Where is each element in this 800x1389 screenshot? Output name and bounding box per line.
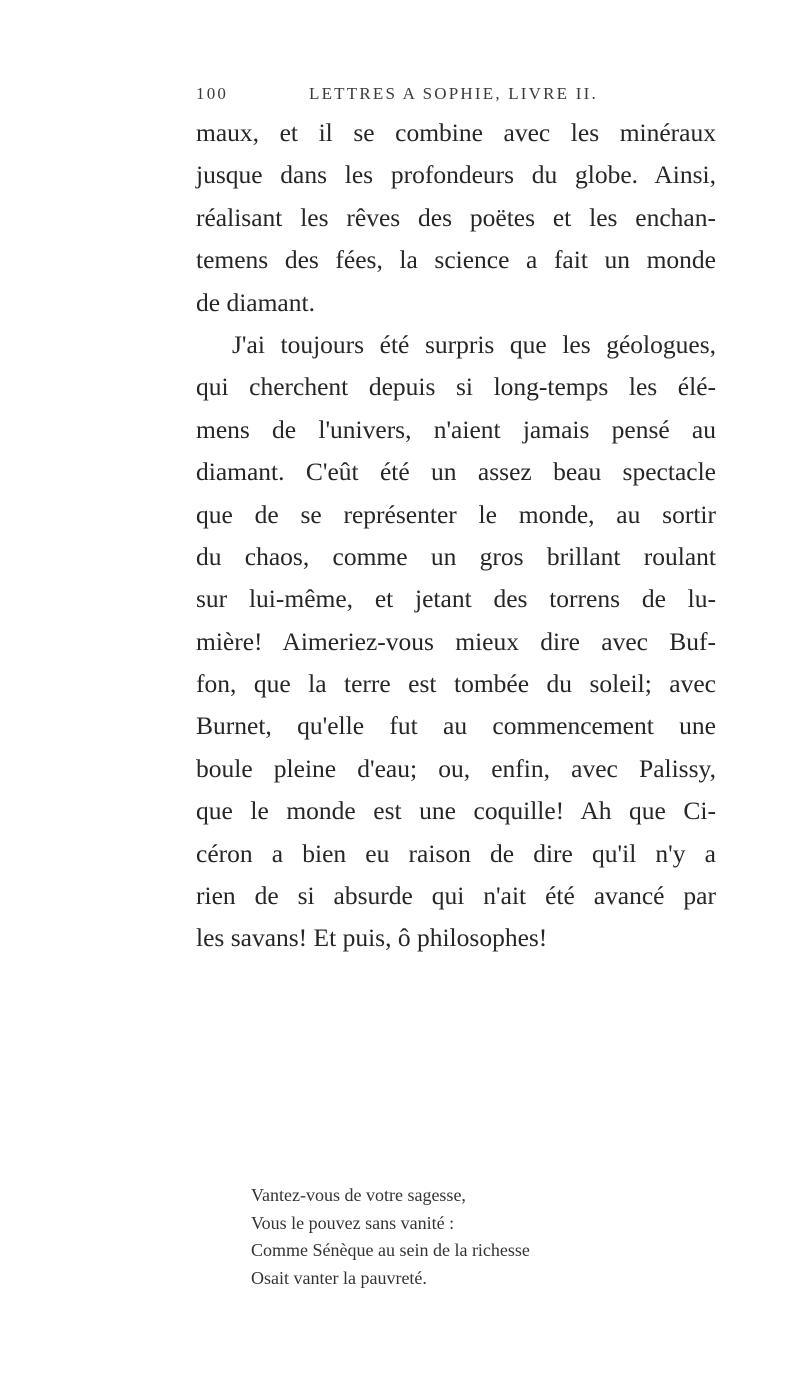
verse-line: Vous le pouvez sans vanité : [251,1212,455,1233]
verse-line: Osait vanter la pauvreté. [251,1267,427,1288]
text-line-paragraph-start: J'ai toujours été surpris que les géologues, [232,329,716,359]
text-line: que de se représenter le monde, au sortir [196,499,716,529]
verse-line: Comme Sénèque au sein de la richesse [251,1240,530,1260]
verse-line: Vantez-vous de votre sagesse, [251,1185,466,1205]
text-line: de diamant. [196,287,315,317]
running-title: LETTRES A SOPHIE, LIVRE II. [309,84,598,103]
text-line: maux, et il se combine avec les minéraux [196,118,716,147]
body-text [196,112,716,960]
text-line: céron a bien eu raison de dire qu'il n'y a [196,838,716,868]
running-head [196,84,696,114]
text-line: mens de l'univers, n'aient jamais pensé au [196,414,716,444]
text-line: sur lui-même, et jetant des torrens de lu- [196,584,716,614]
text-line: fon, que la terre est tombée du soleil; avec [196,669,716,699]
text-line: qui cherchent depuis si long-temps les élé- [196,372,716,402]
page-number: 100 [196,84,229,103]
text-line: temens des fées, la science a fait un monde [196,245,716,275]
text-line: Burnet, qu'elle fut au commencement une [196,711,716,741]
text-line: du chaos, comme un gros brillant roulant [196,541,716,571]
text-line: réalisant les rêves des poëtes et les enchan- [196,202,716,232]
text-line: que le monde est une coquille! Ah que Ci- [196,796,716,826]
text-line: diamant. C'eût été un assez beau spectacle [196,457,716,487]
text-line: rien de si absurde qui n'ait été avancé par [196,881,716,911]
verse-quotation [251,1182,671,1292]
text-line: les savans! Et puis, ô philosophes! [196,923,548,953]
text-line: mière! Aimeriez-vous mieux dire avec Buf- [196,626,716,656]
text-line: jusque dans les profondeurs du globe. Ainsi, [196,160,716,190]
text-line: boule pleine d'eau; ou, enfin, avec Palissy, [196,753,716,783]
